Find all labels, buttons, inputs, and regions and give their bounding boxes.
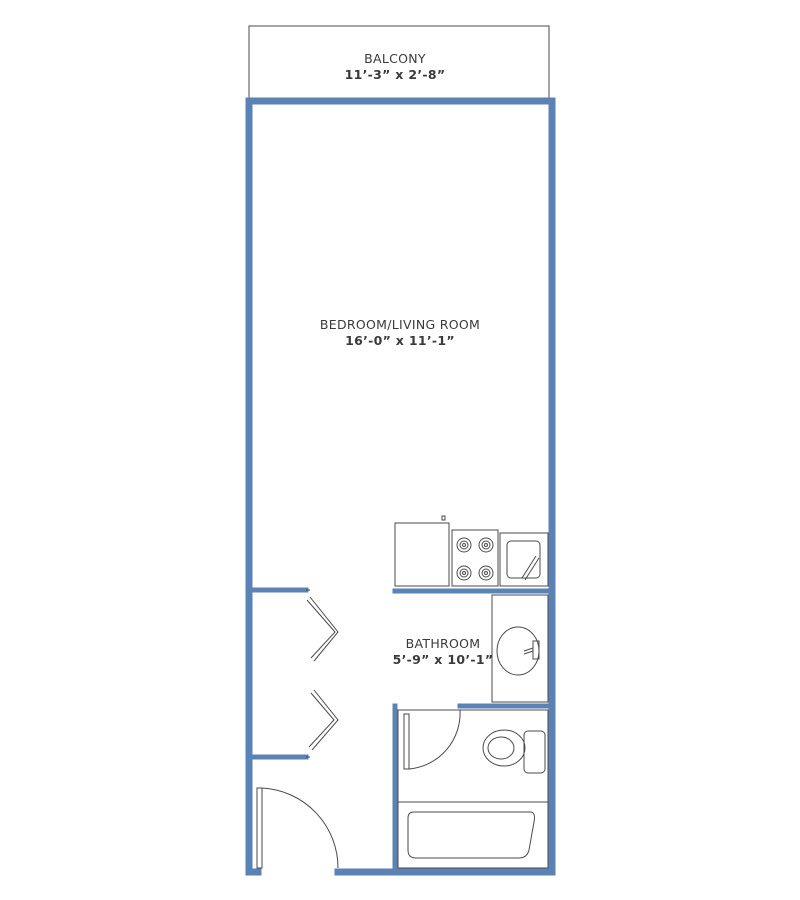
bathroom-vanity-icon xyxy=(492,595,548,702)
closet-door-upper-icon xyxy=(306,590,338,661)
bathroom-door-icon xyxy=(404,710,460,769)
entry-door-icon xyxy=(257,788,338,868)
kitchen-counter xyxy=(395,523,449,586)
balcony-name: BALCONY xyxy=(364,51,426,66)
toilet-icon xyxy=(398,710,548,802)
bedroom-living-name: BEDROOM/LIVING ROOM xyxy=(319,317,481,332)
kitchen-counter-knob xyxy=(442,516,445,520)
kitchen-sink-icon xyxy=(500,533,548,586)
bathtub-icon xyxy=(398,802,548,868)
interior-walls xyxy=(249,590,552,872)
balcony-dimensions: 11’-3” x 2’-8” xyxy=(344,67,446,82)
bedroom-living-dimensions: 16’-0” x 11’-1” xyxy=(345,333,455,348)
stove-icon xyxy=(452,530,498,586)
bathroom-dimensions: 5’-9” x 10’-1” xyxy=(392,652,494,667)
bathroom-name: BATHROOM xyxy=(405,636,481,651)
closet-door-lower-icon xyxy=(306,690,338,757)
